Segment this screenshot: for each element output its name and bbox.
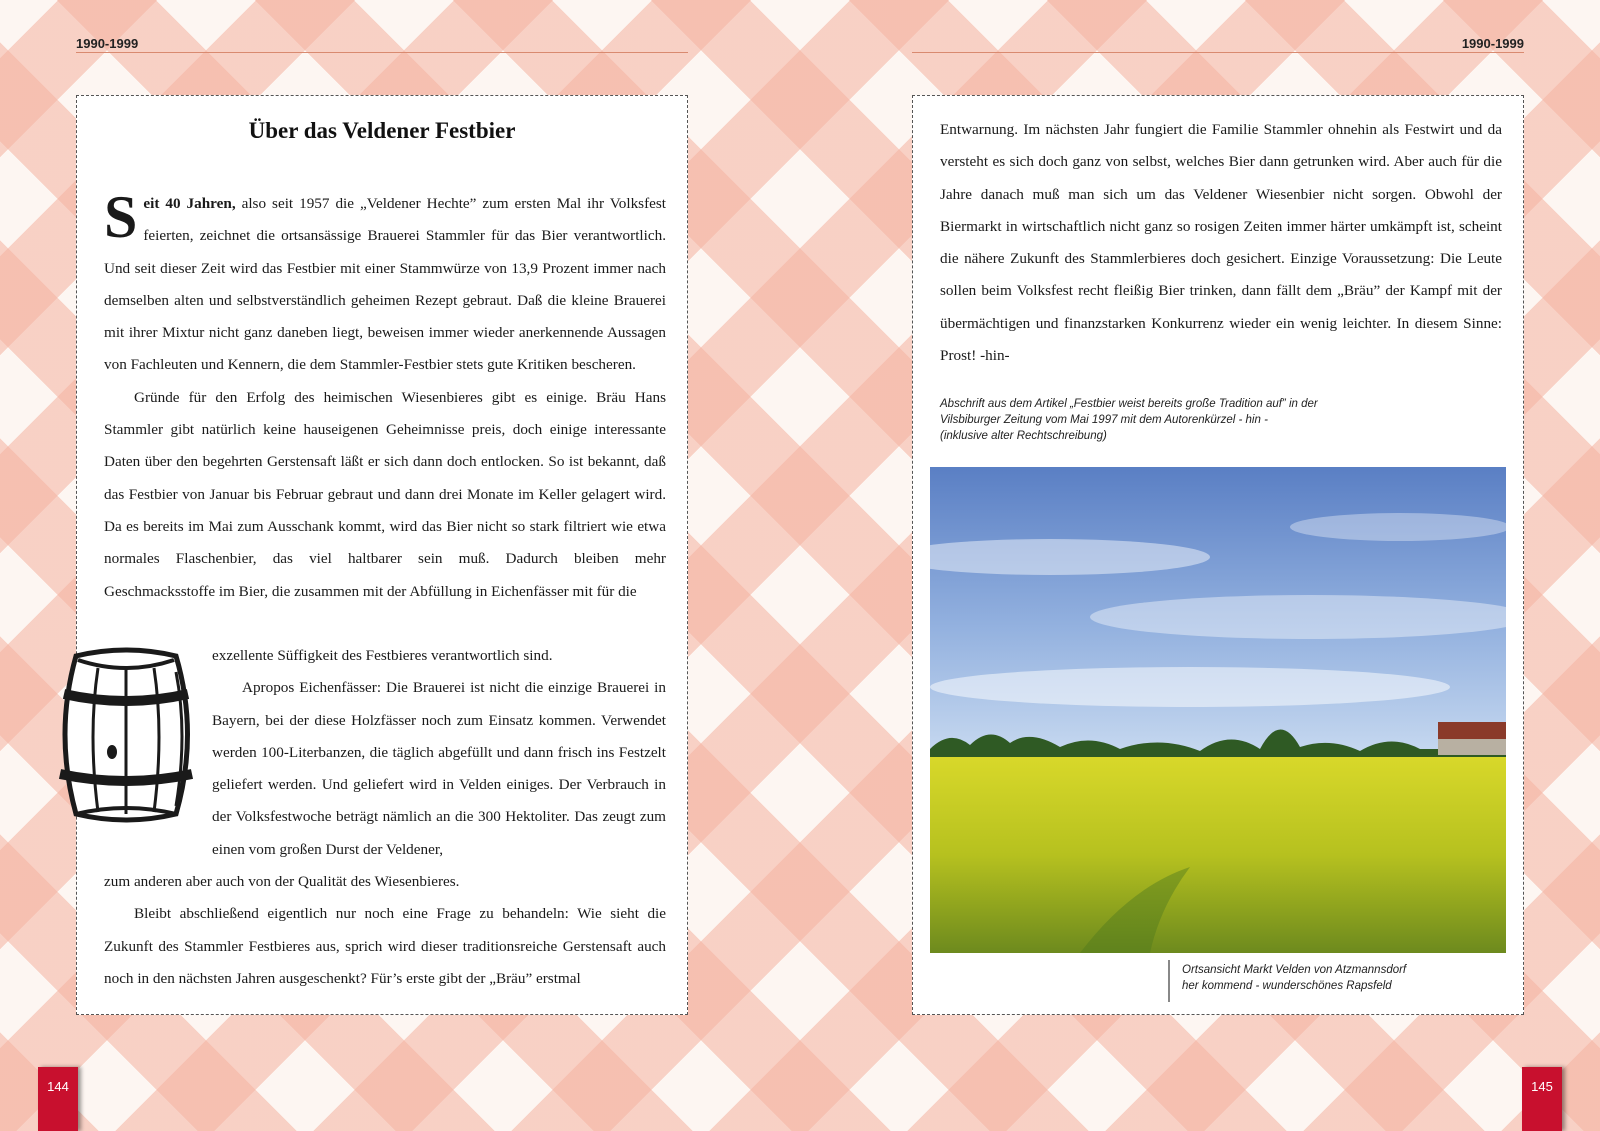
article-continuation <box>940 114 1502 372</box>
paragraph-3-end: zum anderen aber auch von der Qualität des Wiesenbieres. <box>104 873 460 890</box>
source-caption-line: (inklusive alter Rechtschreibung) <box>940 430 1107 442</box>
article-body-bottom <box>104 866 666 995</box>
drop-cap: S <box>104 184 138 250</box>
paragraph-2-end: exzellente Süffigkeit des Festbieres verantwortlich sind. <box>212 647 553 664</box>
photo-caption-line: her kommend - wunderschönes Rapsfeld <box>1182 980 1392 992</box>
photo-caption-line: Ortsansicht Markt Velden von Atzmannsdorf <box>1182 964 1407 976</box>
article-title: Über das Veldener Festbier <box>248 118 516 143</box>
caption-divider <box>1168 960 1170 1002</box>
paragraph-4: Bleibt abschließend eigentlich nur noch eine Frage zu behandeln: Wie sieht die Zukunft des Stammler Festbieres aus, sprich wird dieser traditionsreiche Gerstensaft auch noch in den nächsten Jahren ausgeschenkt? Für’s erste gibt der „Bräu” erstmal <box>104 905 666 987</box>
source-caption-line: Abschrift aus dem Artikel „Festbier weist bereits große Tradition auf” in der <box>940 398 1318 410</box>
paragraph-1 <box>104 184 667 382</box>
article-body-top <box>104 184 667 608</box>
paragraph-3: Apropos Eichenfässer: Die Brauerei ist nicht die einzige Brauerei in Bayern, bei der diese Holzfässer noch zum Einsatz kommen. Verwendet werden 100-Literbanzen, die täglich abgefüllt und dann frisch ins Festzelt geliefert werden. Und geliefert wird in Velden einiges. Der Verbrauch in der Volksfestwoche beträgt nämlich an die 300 Hektoliter. Das zeugt zum einen vom großen Durst der Veldener, <box>212 679 666 858</box>
left-page-number: 144 <box>38 1067 78 1131</box>
continuation-text: Entwarnung. Im nächsten Jahr fungiert die Familie Stammler ohnehin als Festwirt und da versteht es sich doch ganz von selbst, welches Bier dann getrunken wird. Aber auch für die Jahre danach muß man sich um das Veldener Wiesenbier nicht sorgen. Obwohl der Biermarkt in wirtschaftlich nicht ganz so rosigen Zeiten immer härter umkämpft ist, scheint die nähere Zukunft des Stammlerbieres doch gesichert. Einzige Voraussetzung: Die Leute sollen beim Volksfest recht fleißig Bier trinken, dann fällt dem „Bräu” der Kampf mit der übermächtigen und finanzstarken Konkurrenz wieder ein wenig leichter. In diesem Sinne: Prost! -hin- <box>940 121 1502 365</box>
left-header-rule <box>76 52 688 53</box>
left-running-head: 1990-1999 <box>76 36 139 51</box>
source-caption-line: Vilsbiburger Zeitung vom Mai 1997 mit dem Autorenkürzel - hin - <box>940 414 1268 426</box>
rapeseed-field-photo <box>930 467 1506 953</box>
paragraph-2: Gründe für den Erfolg des heimischen Wiesenbieres gibt es einige. Bräu Hans Stammler gibt natürlich keine hauseigenen Geheimnisse preis, doch einige interessante Daten über den begehrten Gerstensaft läßt er sich dann doch entlocken. So ist bekannt, daß das Festbier von Januar bis Februar gebraut und dann drei Monate im Keller gelagert wird. Da es bereits im Mai zum Ausschank kommt, wird das Bier nicht so stark filtriert wie etwa normales Flaschenbier, das viel haltbarer sein muß. Dadurch bleiben mehr Geschmacksstoffe im Bier, die zusammen mit der Abfüllung in Eichenfässer mit für die <box>104 388 666 600</box>
barrel-icon <box>54 642 199 827</box>
right-header-rule <box>912 52 1524 53</box>
article-body-wrap <box>212 640 666 866</box>
right-page-number: 145 <box>1522 1067 1562 1131</box>
right-running-head: 1990-1999 <box>1461 36 1524 51</box>
photo-caption <box>1182 962 1512 994</box>
paragraph-lead: eit 40 Jahren, <box>143 195 236 212</box>
paragraph-1-text: also seit 1957 die „Veldener Hechte” zum ersten Mal ihr Volksfest feierten, zeichnet die ortsansässige Brauerei Stammler für das Bier verantwortlich. Und seit dieser Zeit wird das Festbier mit einer Stammwürze von 13,9 Prozent immer nach demselben alten und selbstverständlich geheimen Rezept gebraut. Daß die kleine Brauerei mit ihrer Mixtur nicht ganz daneben liegt, beweisen immer wieder anerkennende Aussagen von Fachleuten und Kennern, die dem Stammler-Festbier stets gute Kritiken bescheren. <box>104 195 667 374</box>
source-caption <box>940 396 1500 444</box>
